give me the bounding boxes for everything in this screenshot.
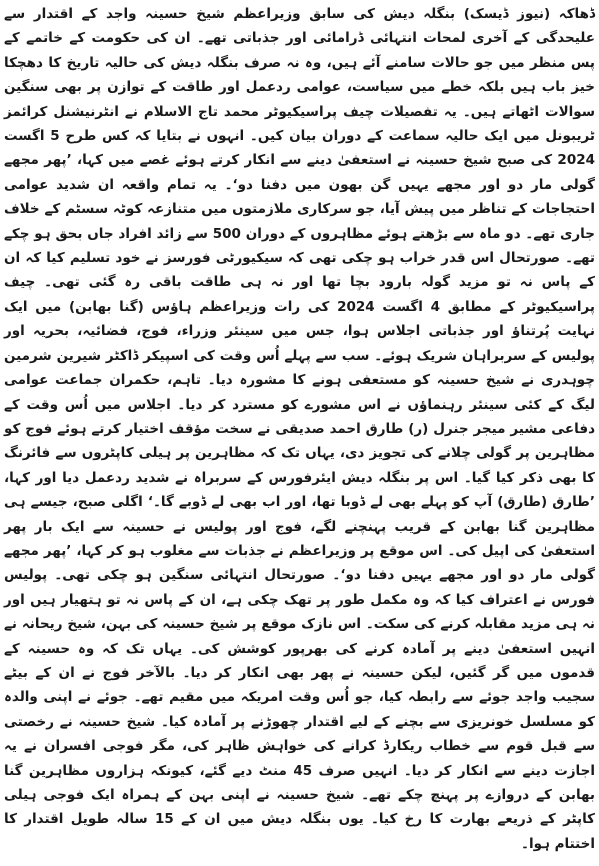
article-body: ڈھاکہ (نیوز ڈیسک) بنگلہ دیش کی سابق وزیراعظم شیخ حسینہ واجد کے اقتدار سے علیحدگی کے آخری لمحات انتہائی ڈرامائی اور جذباتی تھے۔ ان کی حکومت کے خاتمے کے پس منظر میں جو حالات سامنے آئے ہیں، وہ نہ صرف بنگلہ دیش کی حالیہ تاریخ کا دھچکا خیز باب ہیں بلکہ خطے میں سیاست، عوامی ردعمل اور طاقت کے توازن پر بھی سنگین سوالات اٹھاتے ہیں۔ یہ تفصیلات چیف پراسیکیوٹر محمد تاج الاسلام نے انٹرنیشنل کرائمز ٹریبونل میں ایک حالیہ سماعت کے دوران بیان کیں۔ انہوں نے بتایا کہ کس طرح 5 اگست 2024 کی صبح شیخ حسینہ نے استعفیٰ دینے سے انکار کرتے ہوئے غصے میں کہا، ’پھر مجھے گولی مار دو اور مجھے یہیں گن بھون میں دفنا دو‘۔ یہ تمام واقعہ ان شدید عوامی احتجاجات کے تناظر میں پیش آیا، جو سرکاری ملازمتوں میں متنازعہ کوٹہ سسٹم کے خلاف جاری تھے۔ دو ماہ سے بڑھتے ہوئے مظاہروں کے دوران 500 سے زائد افراد جاں بحق ہو چکے تھے۔ صورتحال اس قدر خراب ہو چکی تھی کہ سیکیورٹی فورسز نے خود تسلیم کیا کہ ان کے پاس نہ تو مزید گولہ بارود بچا تھا اور نہ ہی طاقت باقی رہ گئی تھی۔ چیف پراسیکیوٹر کے مطابق 4 اگست 2024 کی رات وزیراعظم ہاؤس (گنا بھابن) میں ایک نہایت پُرتناؤ اور جذباتی اجلاس ہوا، جس میں سینئر وزراء، فوج، فضائیہ، بحریہ اور پولیس کے سربراہان شریک ہوئے۔ سب سے پہلے اُس وقت کی اسپیکر ڈاکٹر شیرین شرمین چوہدری نے شیخ حسینہ کو مستعفی ہونے کا مشورہ دیا۔ تاہم، حکمران جماعت عوامی لیگ کے کئی سینئر رہنماؤں نے اس مشورے کو مسترد کر دیا۔ اجلاس میں اُس وقت کے دفاعی مشیر میجر جنرل (ر) طارق احمد صدیقی نے سخت مؤقف اختیار کرتے ہوئے فوج کو مظاہرین پر گولی چلانے کی تجویز دی، یہاں تک کہ مظاہرین پر ہیلی کاپٹروں سے فائرنگ کا بھی ذکر کیا گیا۔ اس پر بنگلہ دیش ایئرفورس کے سربراہ نے شدید ردعمل دیا اور کہا، ’طارق (طارق) آپ کو پہلے بھی لے ڈوبا تھا، اور اب بھی لے ڈوبے گا۔‘ اگلی صبح، جیسے ہی مظاہرین گنا بھابن کے قریب پہنچنے لگے، فوج اور پولیس نے حسینہ سے ایک بار پھر استعفیٰ کی اپیل کی۔ اس موقع پر وزیراعظم نے جذبات سے مغلوب ہو کر کہا، ’پھر مجھے گولی مار دو اور مجھے یہیں دفنا دو‘۔ صورتحال انتہائی سنگین ہو چکی تھی۔ پولیس فورس نے اعتراف کیا کہ وہ مکمل طور پر تھک چکی ہے، ان کے پاس نہ تو ہتھیار ہیں اور نہ ہی مزید مقابلہ کرنے کی سکت۔ اس نازک موقع پر شیخ حسینہ کی بہن، شیخ ریحانہ نے انہیں استعفیٰ دینے پر آمادہ کرنے کی بھرپور کوشش کی۔ یہاں تک کہ وہ حسینہ کے قدموں میں گر گئیں، لیکن حسینہ نے پھر بھی انکار کر دیا۔ بالآخر فوج نے ان کے بیٹے سجیب واجد جوئے سے رابطہ کیا، جو اُس وقت امریکہ میں مقیم تھے۔ جوئے نے اپنی والدہ کو مسلسل خونریزی سے بچنے کے لیے اقتدار چھوڑنے پر آمادہ کیا۔ شیخ حسینہ نے رخصتی سے قبل قوم سے خطاب ریکارڈ کرانے کی خواہش ظاہر کی، مگر فوجی افسران نے یہ اجازت دینے سے انکار کر دیا۔ انہیں صرف 45 منٹ دیے گئے، کیونکہ ہزاروں مظاہرین گنا بھابن کے دروازے پر پہنچ چکے تھے۔ شیخ حسینہ نے اپنی بہن کے ہمراہ ایک فوجی ہیلی کاپٹر کے ذریعے بھارت کا رخ کیا۔ یوں بنگلہ دیش میں ان کے 15 سالہ طویل اقتدار کا اختتام ہوا۔ bbox=[4, 6, 595, 852]
